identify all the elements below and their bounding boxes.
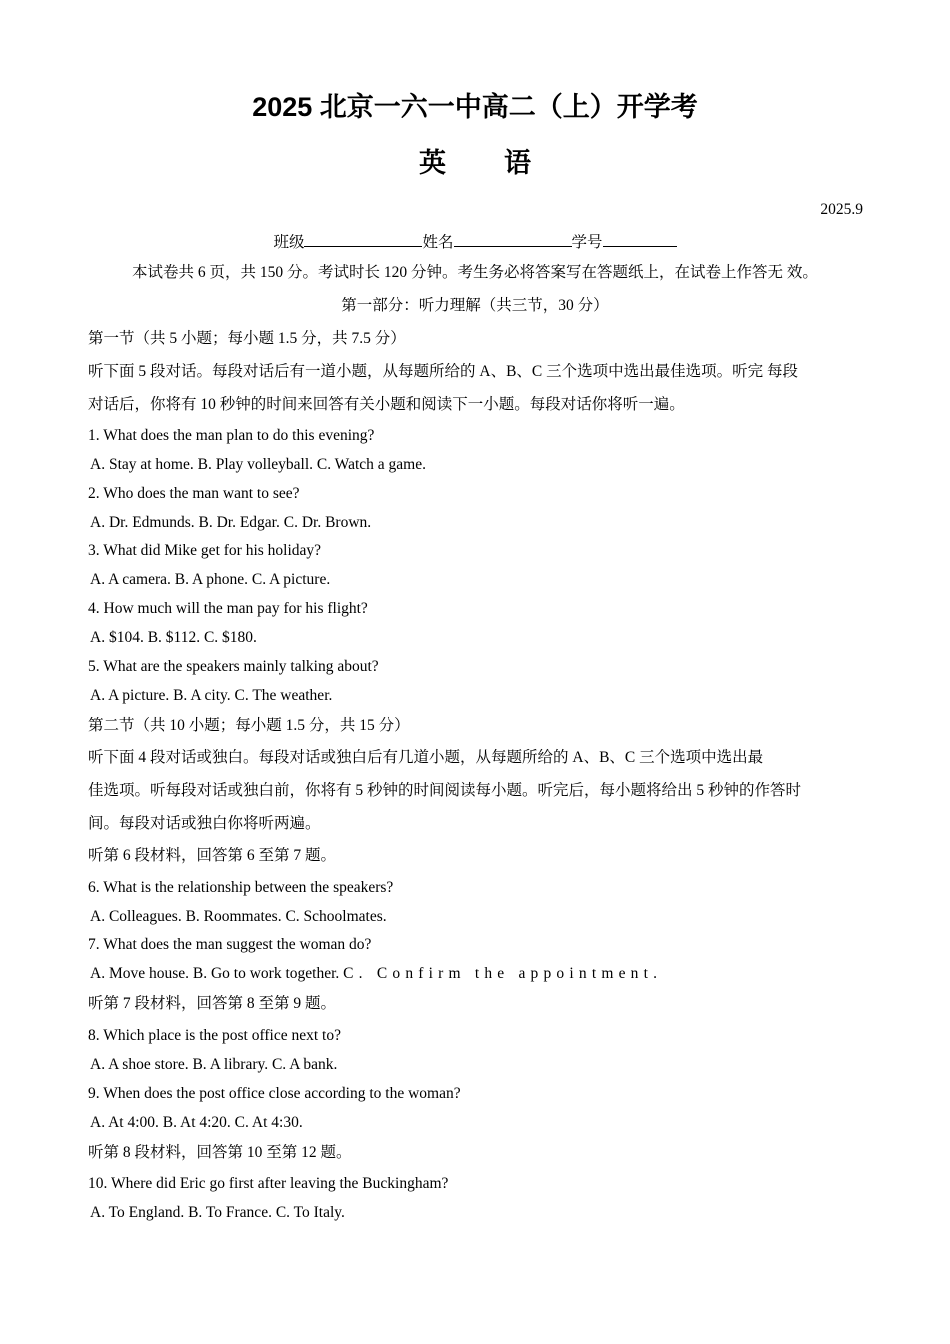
subject-title bbox=[0, 146, 950, 180]
section2-directions-line-2: 佳选项。听每段对话或独白前，你将有 5 秒钟的时间阅读每小题。听完后，每小题将给出 5 秒钟的作答时 bbox=[88, 782, 802, 799]
section1-heading: 第一节（共 5 小题；每小题 1.5 分，共 7.5 分） bbox=[88, 330, 406, 347]
question-2: 2. Who does the man want to see? bbox=[88, 485, 300, 502]
material-8-heading: 听第 8 段材料，回答第 10 至第 12 题。 bbox=[88, 1144, 352, 1161]
question-3-options: A. A camera. B. A phone. C. A picture. bbox=[90, 571, 331, 588]
student-info-row bbox=[0, 230, 950, 253]
student-id-blank[interactable] bbox=[603, 230, 677, 247]
question-9-options: A. At 4:00. B. At 4:20. C. At 4:30. bbox=[90, 1114, 303, 1131]
subject-char-2: 语 bbox=[504, 148, 531, 178]
class-label: 班级 bbox=[273, 234, 305, 251]
question-6: 6. What is the relationship between the speakers? bbox=[88, 879, 394, 896]
exam-title: 2025 北京一六一中高二（上）开学考 bbox=[252, 92, 698, 122]
question-7: 7. What does the man suggest the woman do? bbox=[88, 936, 372, 953]
name-blank[interactable] bbox=[454, 230, 572, 247]
question-9: 9. When does the post office close according to the woman? bbox=[88, 1085, 461, 1102]
question-1: 1. What does the man plan to do this evening? bbox=[88, 427, 375, 444]
part1-heading: 第一部分：听力理解（共三节，30 分） bbox=[341, 297, 609, 314]
question-7-options bbox=[88, 964, 662, 984]
section1-directions-line-2: 对话后，你将有 10 秒钟的时间来回答有关小题和阅读下一小题。每段对话你将听一遍。 bbox=[88, 396, 685, 413]
material-6-heading: 听第 6 段材料，回答第 6 至第 7 题。 bbox=[88, 847, 337, 864]
question-6-options: A. Colleagues. B. Roommates. C. Schoolmates. bbox=[90, 908, 387, 925]
question-4-options: A. $104. B. $112. C. $180. bbox=[90, 629, 257, 646]
question-5: 5. What are the speakers mainly talking about? bbox=[88, 658, 379, 675]
question-3: 3. What did Mike get for his holiday? bbox=[88, 542, 322, 559]
question-2-options: A. Dr. Edmunds. B. Dr. Edgar. C. Dr. Brown. bbox=[90, 514, 372, 531]
section1-directions-line-1: 听下面 5 段对话。每段对话后有一道小题，从每题所给的 A、B、C 三个选项中选出最佳选项。听完 每段 bbox=[88, 363, 798, 380]
question-8: 8. Which place is the post office next to? bbox=[88, 1027, 341, 1044]
section2-directions-line-3: 间。每段对话或独白你将听两遍。 bbox=[88, 815, 321, 832]
question-8-options: A. A shoe store. B. A library. C. A bank. bbox=[90, 1056, 338, 1073]
question-4: 4. How much will the man pay for his flight? bbox=[88, 600, 368, 617]
question-1-options: A. Stay at home. B. Play volleyball. C. Watch a game. bbox=[90, 456, 426, 473]
class-blank[interactable] bbox=[304, 230, 422, 247]
question-10: 10. Where did Eric go first after leaving the Buckingham? bbox=[88, 1175, 449, 1192]
student-id-label: 学号 bbox=[571, 234, 603, 251]
question-7-option-c: C. Confirm the appointment. bbox=[343, 965, 663, 982]
section2-directions-line-1: 听下面 4 段对话或独白。每段对话或独白后有几道小题，从每题所给的 A、B、C 三个选项中选出最 bbox=[88, 749, 764, 766]
material-7-heading: 听第 7 段材料，回答第 8 至第 9 题。 bbox=[88, 995, 337, 1012]
section2-heading: 第二节（共 10 小题；每小题 1.5 分，共 15 分） bbox=[88, 717, 410, 734]
question-7-options-ab: A. Move house. B. Go to work together. bbox=[90, 965, 344, 982]
question-10-options: A. To England. B. To France. C. To Italy. bbox=[90, 1204, 345, 1221]
exam-instructions: 本试卷共 6 页，共 150 分。考试时长 120 分钟。考生务必将答案写在答题纸上，在试卷上作答无 效。 bbox=[132, 264, 818, 281]
question-5-options: A. A picture. B. A city. C. The weather. bbox=[90, 687, 333, 704]
subject-char-1: 英 bbox=[419, 148, 446, 178]
exam-date: 2025.9 bbox=[820, 201, 863, 218]
name-label: 姓名 bbox=[422, 234, 454, 251]
